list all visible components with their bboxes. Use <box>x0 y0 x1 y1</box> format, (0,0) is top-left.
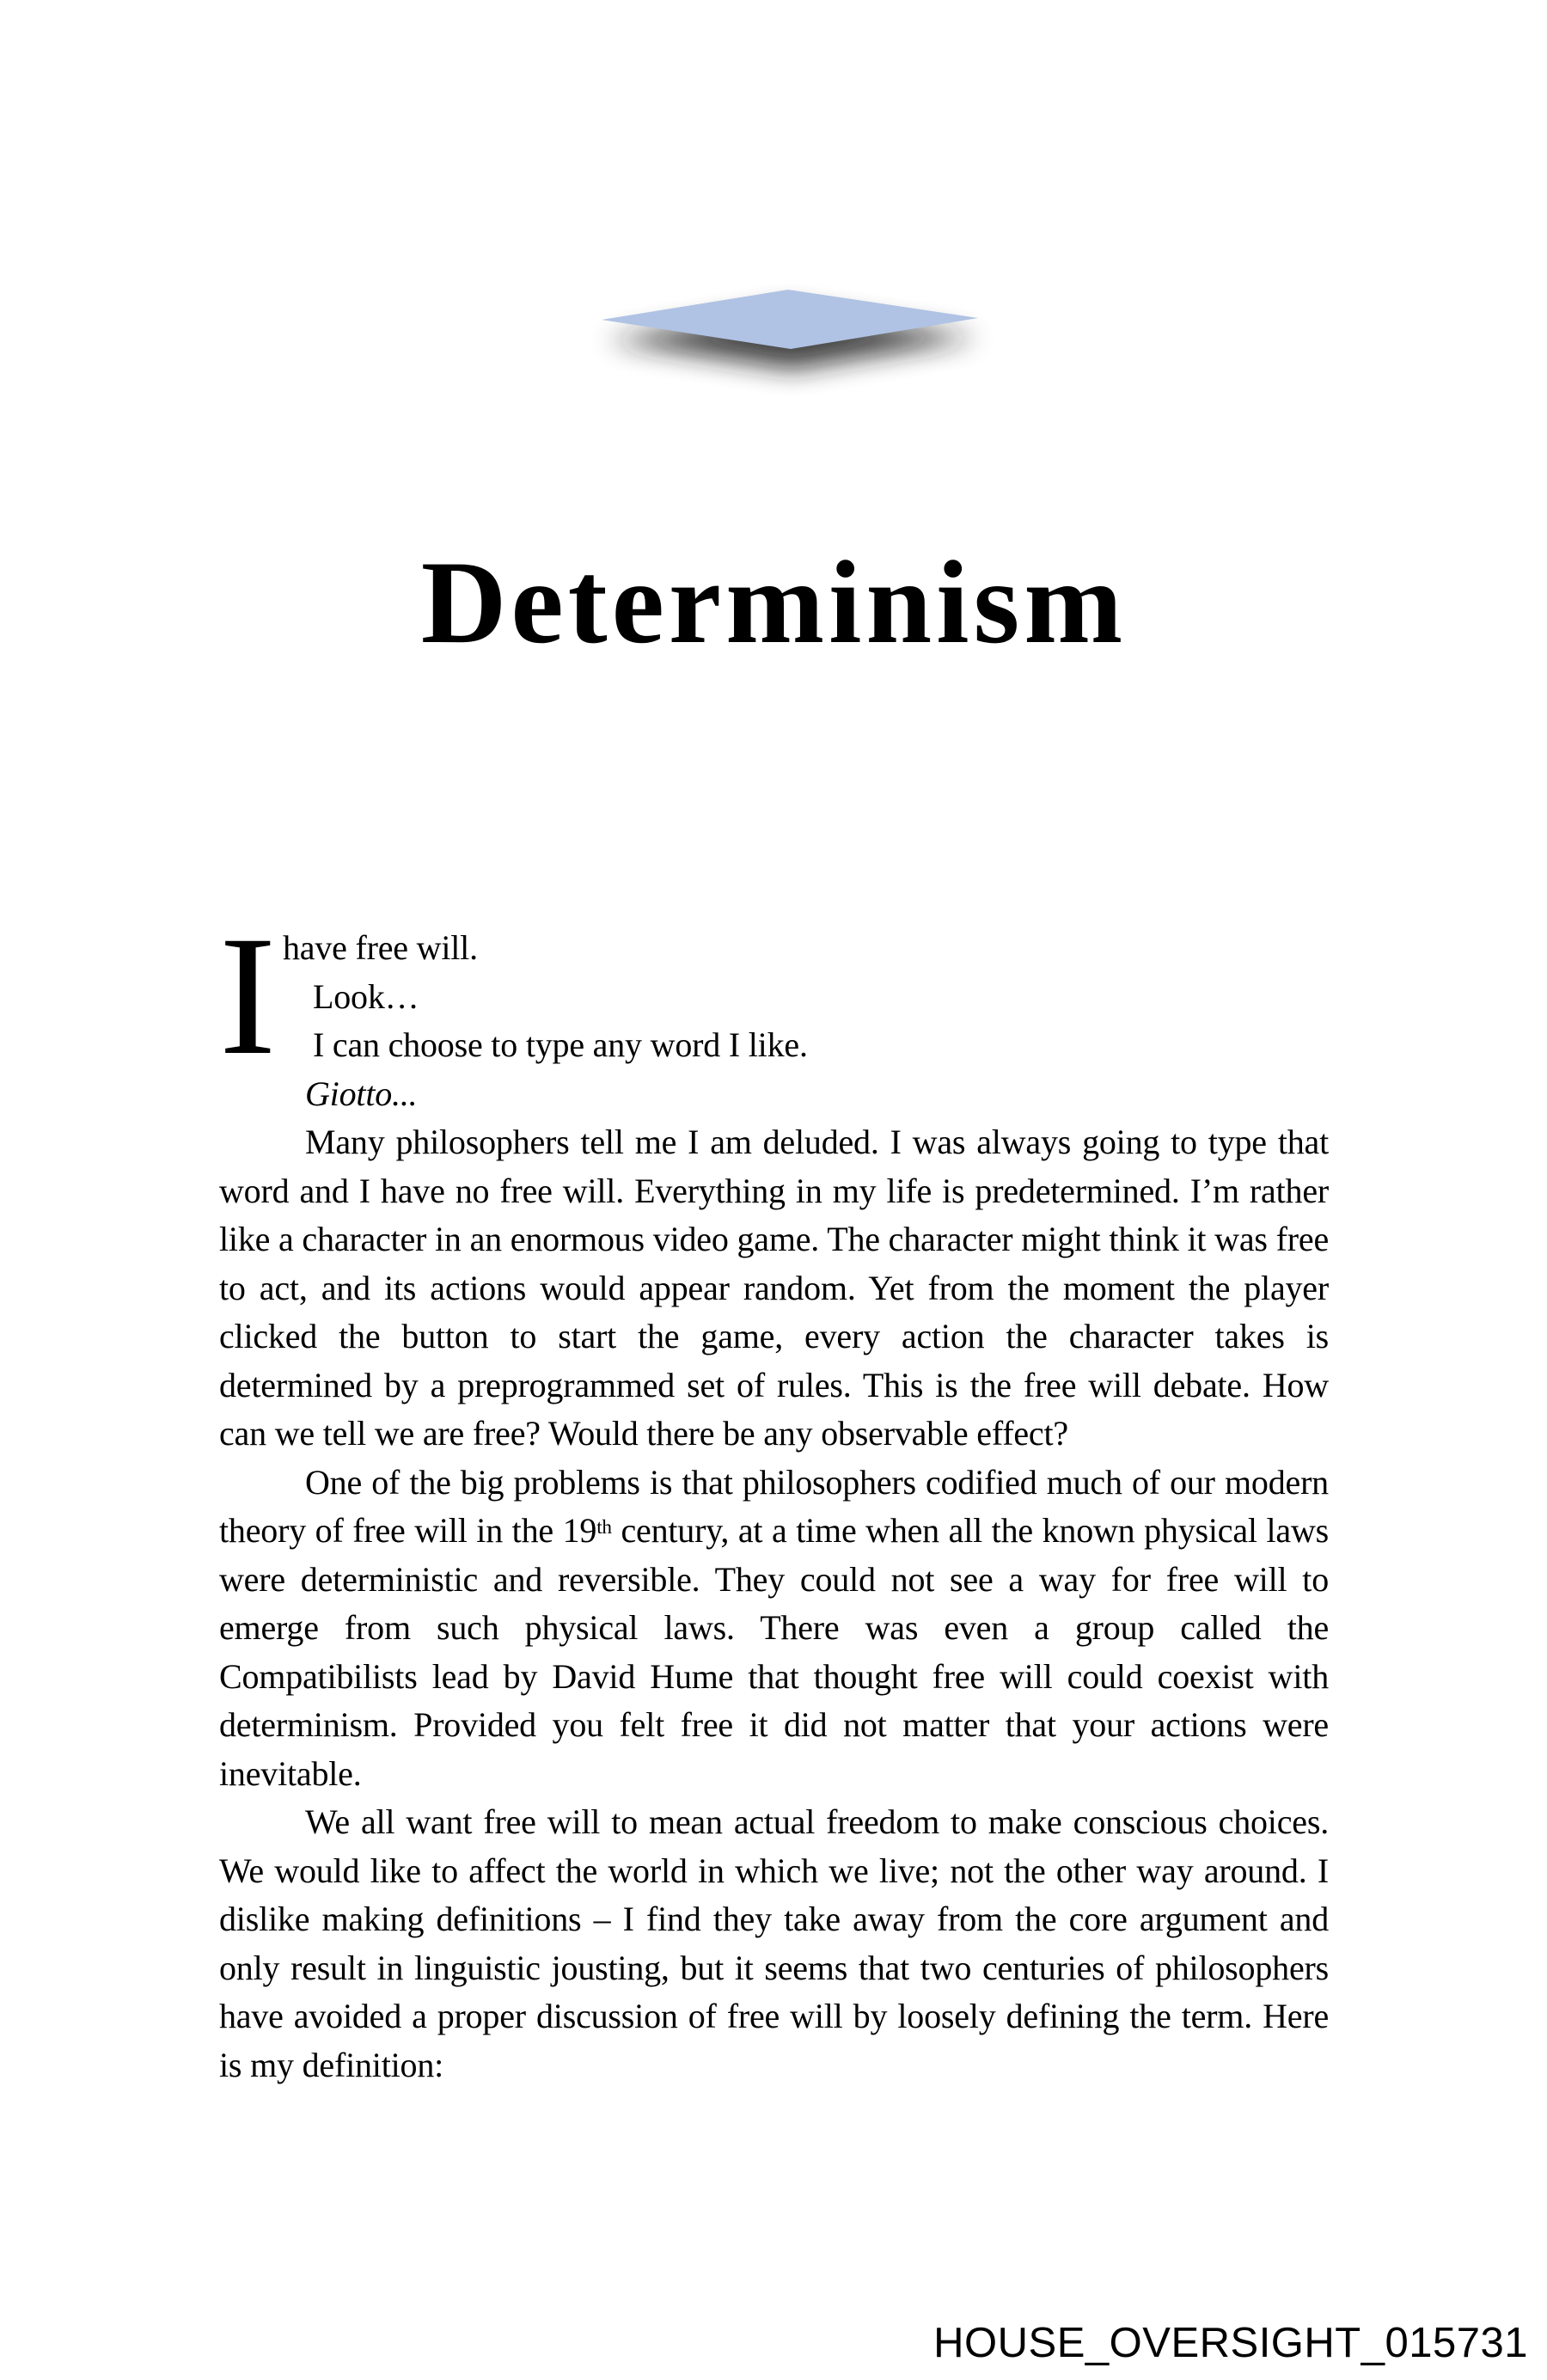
paragraph-2-text: One of the big problems is that philosophers codified much of our modern theory of free will in the 19 <box>219 1462 1329 1550</box>
paragraph-2-text-cont: century, at a time when all the known physical laws were deterministic and reversible. They could not see a way for free will to emerge from such physical laws. There was even a group called the Compatibilists lead by David Hume that thought free will could coexist with determinism. Provided you felt free it did not matter that your actions were inevitable. <box>219 1511 1329 1793</box>
ordinal-superscript: th <box>596 1516 612 1539</box>
paragraph-3: We all want free will to mean actual freedom to make conscious choices. We would like to affect the world in which we live; not the other way around. I dislike making definitions – I find they take away from the core argument and only result in linguistic jousting, but it seems that two centuries of philosophers have avoided a proper discussion of free will by loosely defining the term. Here is my definition: <box>219 1802 1329 2084</box>
paragraph-2 <box>219 1459 1329 1799</box>
drop-cap: I <box>219 902 277 1091</box>
paragraph-1: Many philosophers tell me I am deluded. I was always going to type that word and I have no free will. Everything in my life is predetermined. I’m rather like a character in an enormous video game. The character might think it was free to act, and its actions would appear random. Yet from the moment the player clicked the button to start the game, every action the character takes is determined by a preprogrammed set of rules. This is the free will debate. How can we tell we are free? Would there be any observable effect? <box>219 1123 1329 1453</box>
chapter-title: Determinism <box>420 536 1128 668</box>
opening-line-1: have free will. <box>283 928 478 967</box>
opening-line-2: Look… <box>313 976 419 1016</box>
opening-line-4: Giotto... <box>305 1074 418 1113</box>
opening-line-3: I can choose to type any word I like. <box>313 1025 808 1064</box>
body-text <box>219 902 1329 2089</box>
diamond-ornament-icon <box>567 275 1169 438</box>
watermark: HOUSE_OVERSIGHT_015731 <box>933 2320 1528 2366</box>
